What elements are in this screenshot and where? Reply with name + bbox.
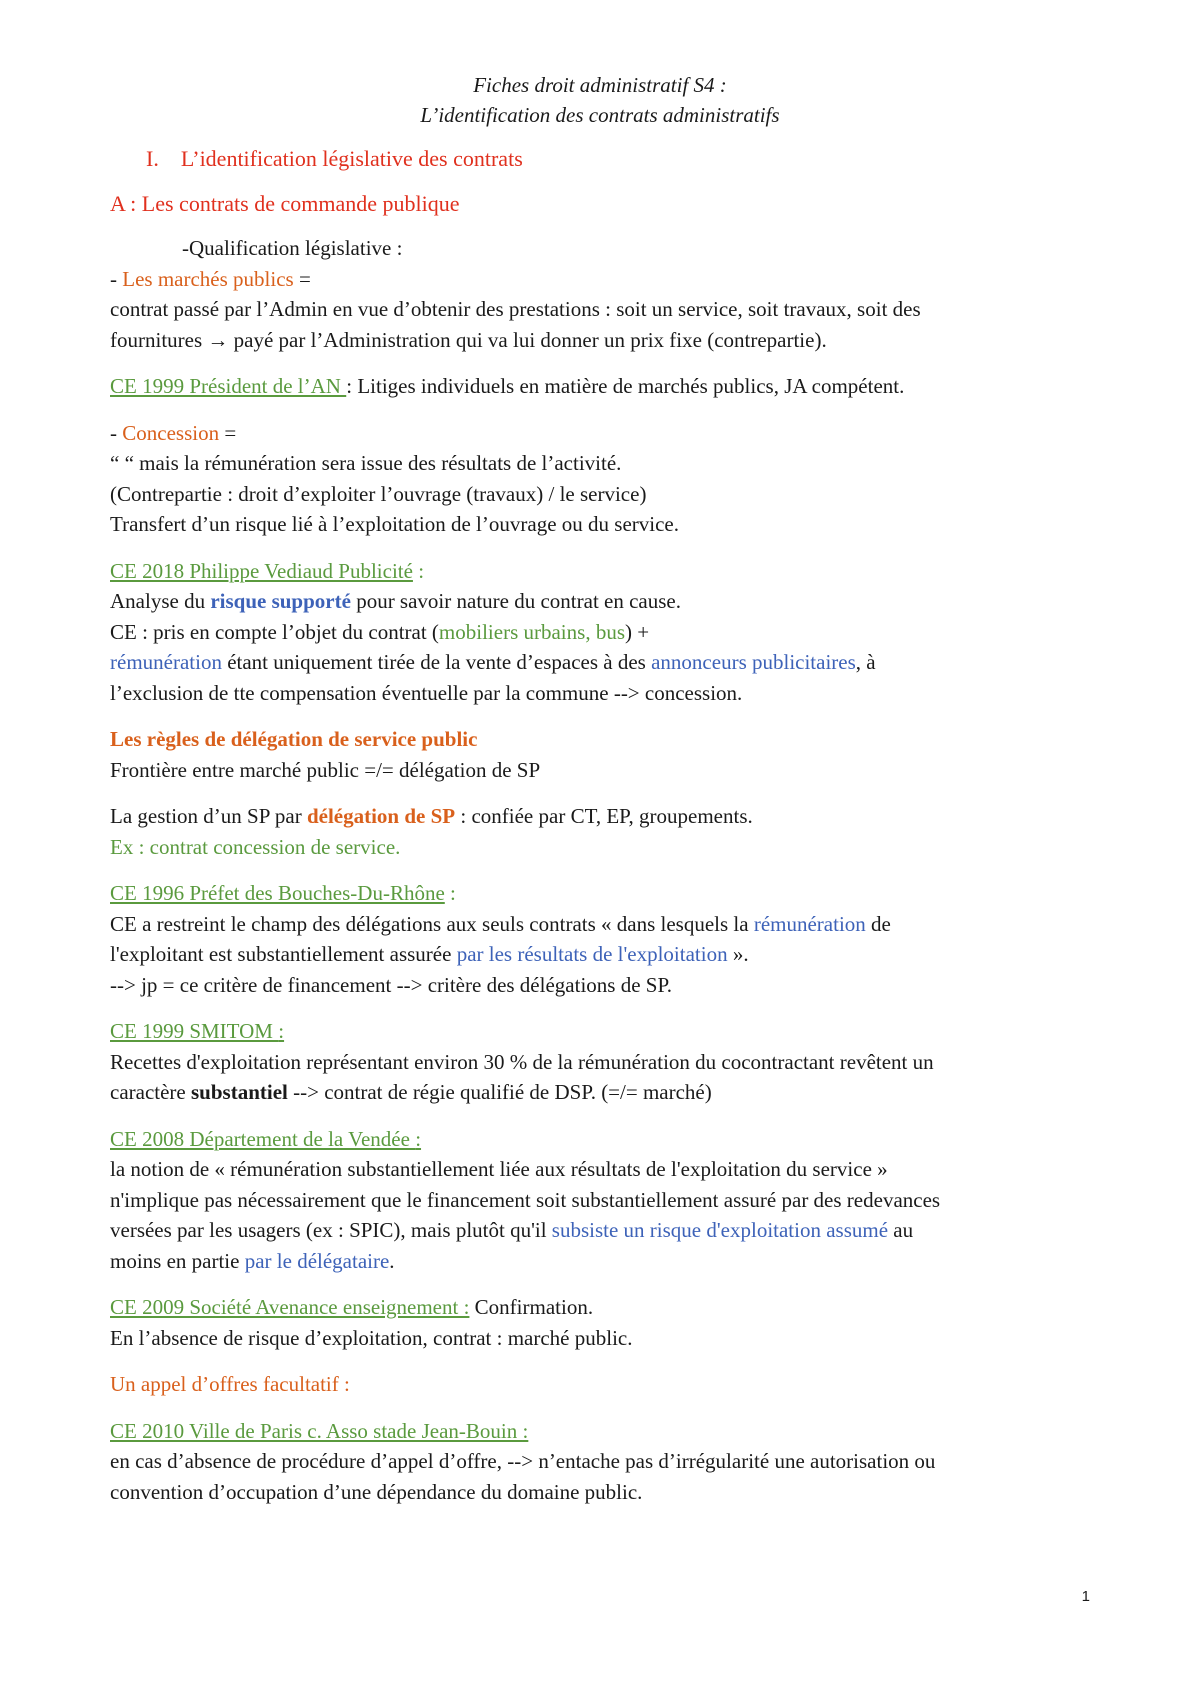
case-5-line — [110, 1124, 1090, 1155]
text: caractère — [110, 1080, 191, 1104]
highlight-term: rémunération — [753, 911, 866, 936]
colon: : — [444, 881, 456, 905]
case-4-line — [110, 1016, 1090, 1047]
case-2-text-1 — [110, 586, 1090, 617]
concession-term: Concession — [122, 420, 220, 445]
dash: - — [110, 420, 123, 445]
text: , à — [855, 650, 876, 674]
dsp-frontier: Frontière entre marché public =/= délégation de SP — [110, 757, 541, 782]
case-3-text-1 — [110, 909, 1090, 940]
case-5-text-3 — [110, 1215, 1090, 1246]
text: CE a restreint le champ des délégations aux seuls contrats « dans lesquels la — [110, 911, 754, 936]
concession-text-1: “ “ mais la rémunération sera issue des résultats de l’activité. — [110, 451, 622, 475]
section-heading-1: I. L’identification législative des contrats — [146, 146, 523, 171]
case-7-text-2: convention d’occupation d’une dépendance du domaine public. — [110, 1479, 643, 1504]
document-page — [110, 70, 1090, 1507]
text: versées par les usagers (ex : SPIC), mais plutôt qu'il — [110, 1218, 552, 1242]
bold-term: substantiel — [191, 1080, 288, 1104]
case-2-text-3 — [110, 647, 1090, 678]
case-4-text-2 — [110, 1077, 1090, 1108]
colon: : — [415, 1126, 422, 1151]
doc-title-line2: L’identification des contrats administratifs — [420, 103, 780, 127]
case-6-ref: CE 2009 Société Avenance enseignement : — [110, 1295, 470, 1319]
text: . — [389, 1248, 395, 1273]
text: : confiée par CT, EP, groupements. — [455, 804, 753, 828]
equals: = — [219, 420, 237, 445]
case-1-text: : Litiges individuels en matière de marchés publics, JA compétent. — [346, 374, 905, 398]
case-3-ref: CE 1996 Préfet des Bouches-Du-Rhône — [110, 881, 445, 905]
concession-text-2: (Contrepartie : droit d’exploiter l’ouvrage (travaux) / le service) — [110, 481, 647, 506]
highlight-term: délégation de SP — [306, 804, 456, 828]
dsp-example: Ex : contrat concession de service. — [110, 834, 401, 859]
text: moins en partie — [110, 1248, 245, 1273]
subsection-heading-a: A : Les contrats de commande publique — [110, 190, 460, 216]
highlight-term: mobiliers urbains, bus — [438, 619, 625, 644]
case-2-ref: CE 2018 Philippe Vediaud Publicité — [110, 558, 413, 583]
highlight-term: rémunération — [110, 650, 222, 674]
case-5-text-2: n'implique pas nécessairement que le financement soit substantiellement assuré par des redevances — [110, 1187, 941, 1212]
equals: = — [293, 266, 311, 291]
case-7-ref: CE 2010 Ville de Paris c. Asso stade Jean-Bouin — [110, 1418, 523, 1443]
text: au — [888, 1218, 914, 1242]
marches-publics-def-1: contrat passé par l’Admin en vue d’obtenir des prestations : soit un service, soit travaux, soit des — [110, 297, 921, 321]
case-4-ref: CE 1999 SMITOM — [110, 1019, 279, 1043]
highlight-term: par le délégataire — [244, 1248, 390, 1273]
text: Confirmation. — [469, 1295, 594, 1319]
colon: : — [522, 1418, 529, 1443]
highlight-term: par les résultats de l'exploitation — [456, 942, 728, 966]
case-4-text-1: Recettes d'exploitation représentant environ 30 % de la rémunération du cocontractant revêtent un — [110, 1049, 934, 1074]
highlight-term: subsiste un risque d'exploitation assumé — [551, 1218, 889, 1242]
text: Analyse du — [110, 589, 211, 613]
text: ) + — [625, 619, 650, 644]
text: --> contrat de régie qualifié de DSP. (=/= marché) — [287, 1080, 712, 1104]
marches-publics-line — [110, 264, 1090, 295]
case-1-ref: CE 1999 Président de l’AN — [110, 374, 347, 398]
case-3-text-3: --> jp = ce critère de financement --> critère des délégations de SP. — [110, 972, 673, 997]
case-3-line — [110, 878, 1090, 909]
doc-title-line1: Fiches droit administratif S4 : — [473, 73, 727, 97]
dsp-heading: Les règles de délégation de service public — [110, 727, 478, 751]
text: pour savoir nature du contrat en cause. — [350, 589, 681, 613]
appel-offres-heading: Un appel d’offres facultatif : — [110, 1372, 350, 1396]
case-2-line — [110, 556, 1090, 587]
case-6-text-2: En l’absence de risque d’exploitation, contrat : marché public. — [110, 1325, 633, 1350]
qualification-label: -Qualification législative : — [182, 236, 403, 260]
concession-line — [110, 418, 1090, 449]
marches-publics-def-2: fournitures → payé par l’Administration qui va lui donner un prix fixe (contrepartie). — [110, 327, 827, 352]
case-5-ref: CE 2008 Département de la Vendée — [110, 1126, 416, 1151]
text: étant uniquement tirée de la vente d’espaces à des — [221, 650, 652, 674]
case-5-text-4 — [110, 1246, 1090, 1277]
case-2-text-4: l’exclusion de tte compensation éventuelle par la commune --> concession. — [110, 680, 743, 705]
text: de — [865, 911, 891, 936]
case-7-line — [110, 1416, 1090, 1447]
colon: : — [278, 1019, 285, 1043]
dash: - — [110, 266, 123, 291]
colon: : — [412, 558, 425, 583]
case-6-line — [110, 1292, 1090, 1323]
marches-publics-term: Les marchés publics — [122, 266, 294, 291]
case-2-text-2 — [110, 617, 1090, 648]
case-7-text-1: en cas d’absence de procédure d’appel d’offre, --> n’entache pas d’irrégularité une autorisation ou — [110, 1449, 936, 1473]
case-5-text-1: la notion de « rémunération substantiellement liée aux résultats de l'exploitation du service » — [110, 1157, 888, 1181]
highlight-term: annonceurs publicitaires — [651, 650, 856, 674]
text: CE : pris en compte l’objet du contrat ( — [110, 619, 439, 644]
text: ». — [727, 942, 749, 966]
concession-text-3: Transfert d’un risque lié à l’exploitation de l’ouvrage ou du service. — [110, 512, 679, 536]
text: l'exploitant est substantiellement assurée — [110, 942, 457, 966]
case-1-line — [110, 371, 1090, 402]
text: La gestion d’un SP par — [110, 804, 307, 828]
page-number: 1 — [1081, 1588, 1090, 1605]
case-3-text-2 — [110, 939, 1090, 970]
dsp-gestion-line — [110, 801, 1090, 832]
highlight-term: risque supporté — [210, 589, 351, 613]
